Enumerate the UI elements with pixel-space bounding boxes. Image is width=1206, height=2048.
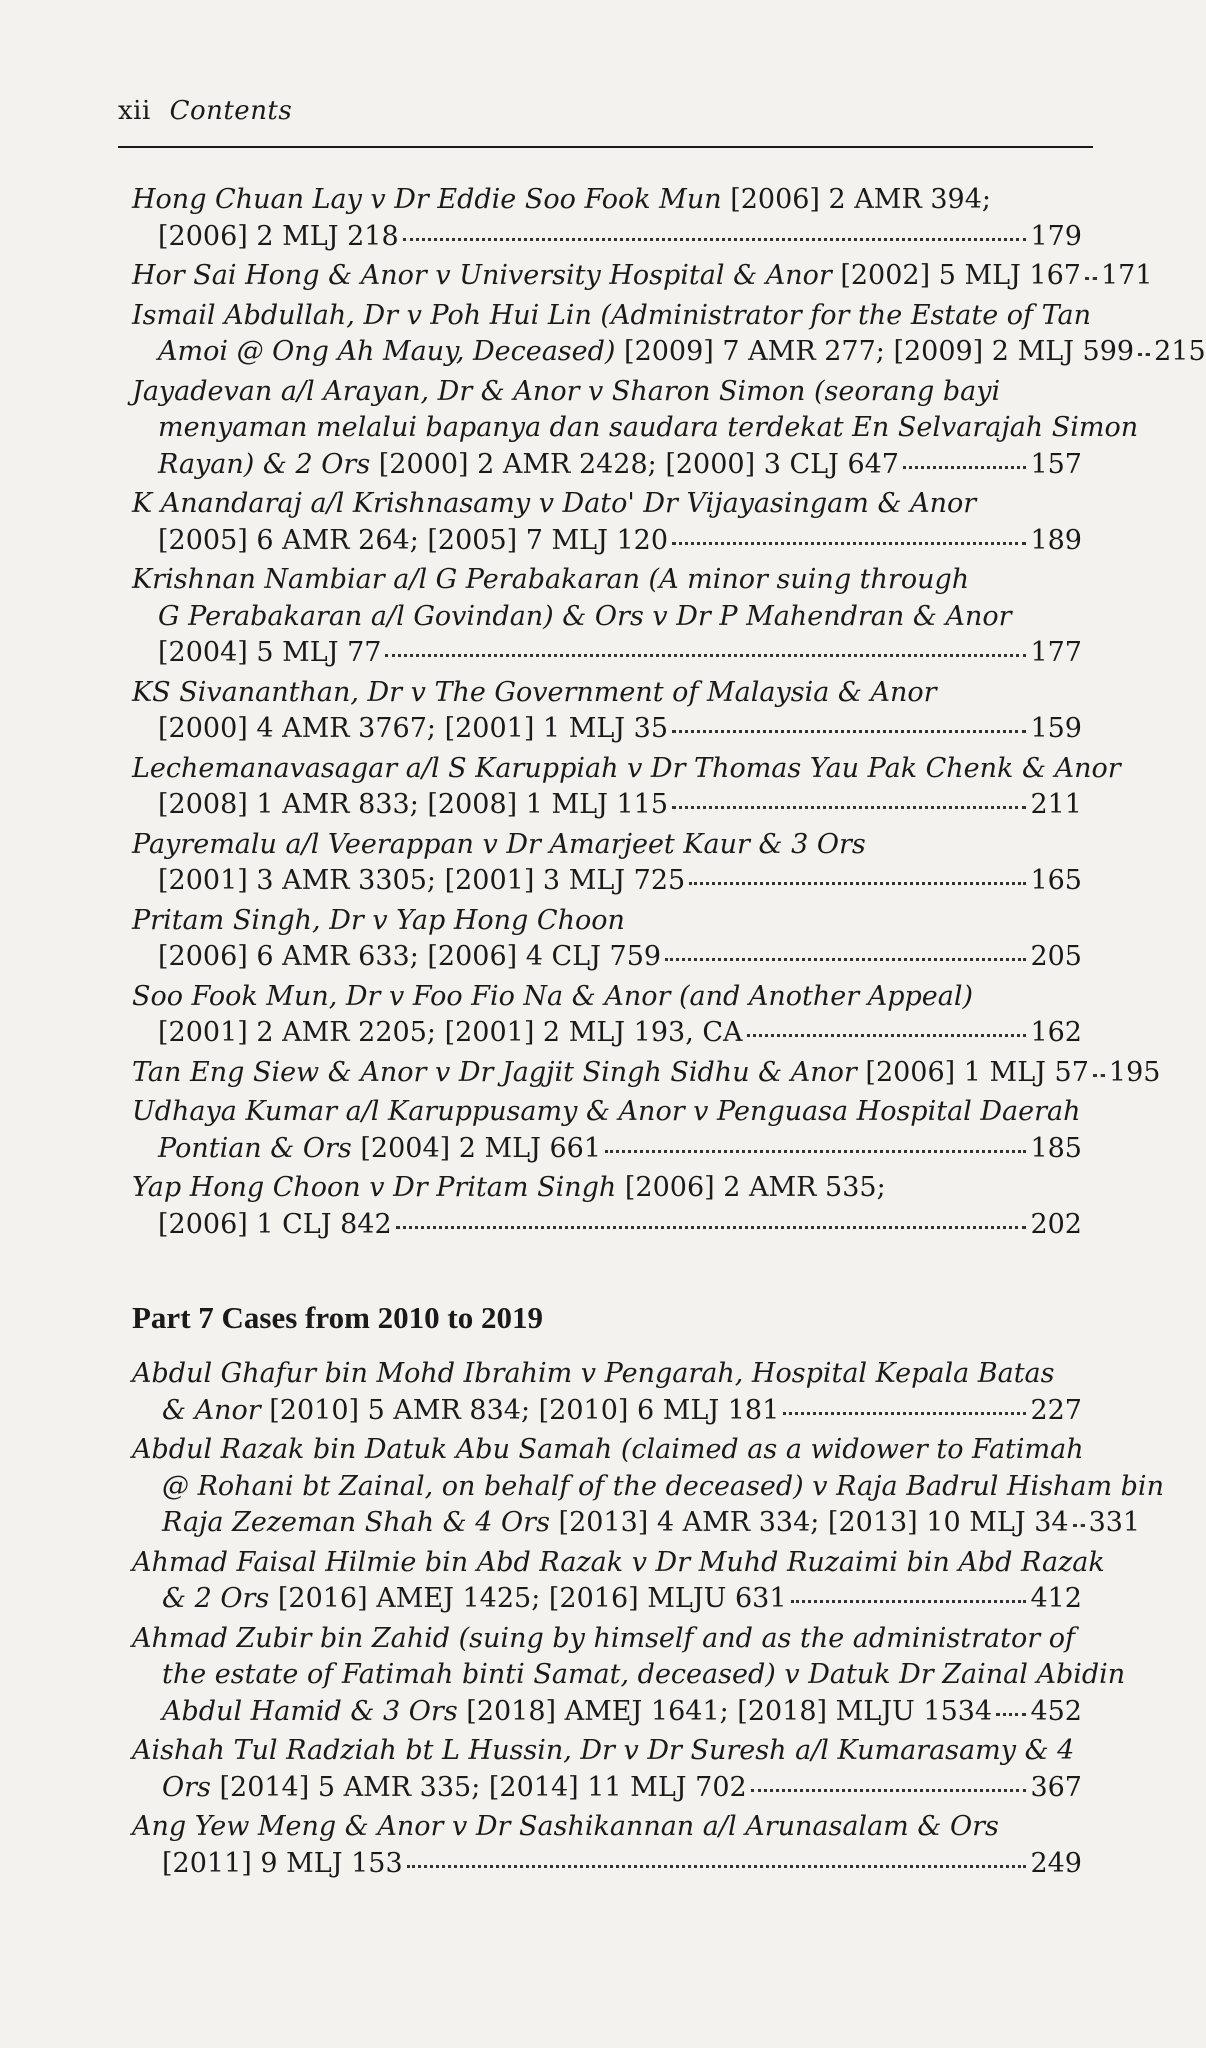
entry-citation-line bbox=[132, 635, 1082, 672]
dot-leader bbox=[1073, 1524, 1085, 1527]
contents-entry bbox=[132, 258, 1153, 295]
entry-text: Raja Zezeman Shah & 4 Ors [2013] 4 AMR 334; [2013] 10 MLJ 34 bbox=[162, 1507, 1069, 1538]
entry-title-line bbox=[132, 1170, 1082, 1207]
entry-title-line bbox=[132, 298, 1091, 335]
entry-text: Yap Hong Choon v Dr Pritam Singh [2006] 2 AMR 535; bbox=[132, 1172, 886, 1203]
entry-text: [2008] 1 AMR 833; [2008] 1 MLJ 115 bbox=[158, 789, 669, 820]
entry-text: Pritam Singh, Dr v Yap Hong Choon bbox=[132, 904, 625, 936]
dot-leader bbox=[751, 1789, 1027, 1792]
entry-text: [2004] 5 MLJ 77 bbox=[158, 637, 382, 668]
entry-citation-line bbox=[132, 1581, 1082, 1618]
entry-text: G Perabakaran a/l Govindan) & Ors v Dr P Mahendran & Anor bbox=[158, 600, 1012, 632]
page-number[interactable]: 195 bbox=[1108, 1056, 1161, 1088]
entry-citation-line bbox=[132, 787, 1082, 824]
dot-leader bbox=[791, 1600, 1027, 1603]
entry-citation-line bbox=[132, 1770, 1082, 1807]
page-number[interactable]: 215 bbox=[1154, 336, 1206, 367]
entry-title-line bbox=[132, 675, 1082, 712]
entry-title-line bbox=[132, 827, 1082, 864]
dot-leader bbox=[396, 1226, 1027, 1229]
page-number[interactable]: 189 bbox=[1030, 524, 1082, 556]
entry-citation-line bbox=[132, 258, 1153, 295]
entry-text: KS Sivananthan, Dr v The Government of Malaysia & Anor bbox=[132, 676, 937, 708]
entry-text: Amoi @ Ong Ah Mauy, Deceased) [2009] 7 AMR 277; [2009] 2 MLJ 599 bbox=[158, 336, 1135, 367]
page-number[interactable]: 185 bbox=[1030, 1132, 1082, 1164]
page-number[interactable]: 367 bbox=[1030, 1771, 1082, 1803]
dot-leader bbox=[672, 806, 1026, 809]
contents-entry bbox=[132, 1432, 1164, 1542]
entry-title-line bbox=[132, 751, 1121, 788]
dot-leader bbox=[1085, 277, 1097, 280]
dot-leader bbox=[672, 730, 1026, 733]
contents-entry bbox=[132, 1545, 1105, 1618]
entry-text: Soo Fook Mun, Dr v Foo Fio Na & Anor (and Another Appeal) bbox=[132, 980, 974, 1012]
dot-leader bbox=[605, 1150, 1026, 1153]
contents-section-continued bbox=[132, 182, 1206, 1246]
dot-leader bbox=[403, 238, 1027, 241]
entry-title-line bbox=[132, 903, 1082, 940]
contents-entry bbox=[132, 182, 1082, 255]
entry-title-line bbox=[132, 979, 1082, 1016]
running-head bbox=[118, 96, 292, 126]
entry-text: @ Rohani bt Zainal, on behalf of the deceased) v Raja Badrul Hisham bin bbox=[162, 1470, 1164, 1502]
entry-text: Ang Yew Meng & Anor v Dr Sashikannan a/l Arunasalam & Ors bbox=[132, 1811, 999, 1842]
entry-title-line bbox=[132, 1545, 1105, 1582]
entry-citation-line bbox=[132, 863, 1082, 900]
entry-text: Ahmad Zubir bin Zahid (suing by himself and as the administrator of bbox=[132, 1622, 1075, 1654]
page-number[interactable]: 205 bbox=[1030, 941, 1082, 972]
entry-text: [2001] 3 AMR 3305; [2001] 3 MLJ 725 bbox=[158, 865, 686, 896]
entry-text: menyaman melalui bapanya dan saudara terdekat En Selvarajah Simon bbox=[158, 412, 1139, 443]
dot-leader bbox=[747, 1034, 1027, 1037]
contents-entry bbox=[132, 374, 1139, 484]
entry-citation-line bbox=[132, 1846, 1082, 1883]
entry-title-line bbox=[132, 1432, 1082, 1469]
entry-title-line bbox=[132, 1356, 1082, 1393]
contents-entry bbox=[132, 1809, 1082, 1882]
page-number[interactable]: 157 bbox=[1030, 448, 1082, 480]
entry-title-line bbox=[132, 599, 1082, 636]
dot-leader bbox=[903, 466, 1026, 469]
entry-citation-line bbox=[132, 1505, 1141, 1542]
entry-citation-line bbox=[132, 711, 1082, 748]
entry-citation-line bbox=[132, 1055, 1161, 1092]
entry-text: Abdul Razak bin Datuk Abu Samah (claimed as a widower to Fatimah bbox=[132, 1434, 1084, 1465]
entry-text: & Anor [2010] 5 AMR 834; [2010] 6 MLJ 181 bbox=[162, 1394, 780, 1426]
entry-citation-line bbox=[132, 523, 1082, 560]
dot-leader bbox=[665, 958, 1026, 961]
entry-title-line bbox=[132, 1657, 1126, 1694]
dot-leader bbox=[1138, 353, 1150, 356]
dot-leader bbox=[996, 1713, 1026, 1716]
page-number[interactable]: 202 bbox=[1030, 1208, 1082, 1240]
entry-citation-line bbox=[132, 1694, 1082, 1731]
entry-title-line bbox=[132, 486, 1082, 523]
page-number[interactable]: 159 bbox=[1030, 713, 1082, 744]
page-number[interactable]: 165 bbox=[1030, 865, 1082, 896]
page-number[interactable]: 249 bbox=[1030, 1847, 1082, 1879]
entry-text: Ors [2014] 5 AMR 335; [2014] 11 MLJ 702 bbox=[162, 1771, 747, 1803]
entry-text: Lechemanavasagar a/l S Karuppiah v Dr Thomas Yau Pak Chenk & Anor bbox=[132, 752, 1121, 784]
entry-text: the estate of Fatimah binti Samat, deceased) v Datuk Dr Zainal Abidin bbox=[162, 1659, 1126, 1690]
entry-text: [2000] 4 AMR 3767; [2001] 1 MLJ 35 bbox=[158, 713, 669, 744]
contents-entry bbox=[132, 1055, 1161, 1092]
entry-citation-line bbox=[132, 1207, 1082, 1244]
contents-entry bbox=[132, 1170, 1082, 1243]
contents-entry bbox=[132, 979, 1082, 1052]
dot-leader bbox=[689, 882, 1026, 885]
dot-leader bbox=[672, 542, 1026, 545]
contents-entry bbox=[132, 486, 1082, 559]
entry-title-line bbox=[132, 182, 1082, 219]
contents-entry bbox=[132, 562, 1082, 672]
entry-text: [2006] 1 CLJ 842 bbox=[158, 1208, 392, 1240]
entry-text: Abdul Ghafur bin Mohd Ibrahim v Pengarah, Hospital Kepala Batas bbox=[132, 1358, 1055, 1389]
entry-citation-line bbox=[132, 334, 1206, 371]
entry-text: Krishnan Nambiar a/l G Perabakaran (A minor suing through bbox=[132, 564, 970, 595]
entry-citation-line bbox=[132, 939, 1082, 976]
entry-citation-line bbox=[132, 447, 1082, 484]
entry-title-line bbox=[132, 1469, 1164, 1506]
contents-entry bbox=[132, 298, 1206, 371]
dot-leader bbox=[407, 1865, 1027, 1868]
page-number[interactable]: 331 bbox=[1088, 1507, 1141, 1538]
entry-text: Hor Sai Hong & Anor v University Hospital & Anor [2002] 5 MLJ 167 bbox=[132, 260, 1081, 291]
entry-title-line bbox=[132, 1809, 1082, 1846]
contents-entry bbox=[132, 675, 1082, 748]
entry-title-line bbox=[132, 562, 1082, 599]
entry-title-line bbox=[132, 410, 1139, 447]
entry-text: Ahmad Faisal Hilmie bin Abd Razak v Dr Muhd Ruzaimi bin Abd Razak bbox=[132, 1546, 1105, 1578]
contents-entry bbox=[132, 1733, 1082, 1806]
entry-text: & 2 Ors [2016] AMEJ 1425; [2016] MLJU 631 bbox=[162, 1583, 787, 1614]
contents-section-part-7 bbox=[132, 1300, 1164, 1885]
entry-text: Abdul Hamid & 3 Ors [2018] AMEJ 1641; [2018] MLJU 1534 bbox=[162, 1695, 993, 1727]
entry-text: Tan Eng Siew & Anor v Dr Jagjit Singh Sidhu & Anor [2006] 1 MLJ 57 bbox=[132, 1056, 1089, 1088]
entry-text: Udhaya Kumar a/l Karuppusamy & Anor v Penguasa Hospital Daerah bbox=[132, 1096, 1081, 1127]
page-number[interactable]: 227 bbox=[1030, 1394, 1082, 1426]
entry-text: Ismail Abdullah, Dr v Poh Hui Lin (Administrator for the Estate of Tan bbox=[132, 299, 1091, 331]
entry-citation-line bbox=[132, 1015, 1082, 1052]
running-title: Contents bbox=[169, 96, 293, 126]
dot-leader bbox=[385, 654, 1026, 657]
contents-entry bbox=[132, 1621, 1126, 1731]
entry-title-line bbox=[132, 1094, 1082, 1131]
entry-text: Hong Chuan Lay v Dr Eddie Soo Fook Mun [2006] 2 AMR 394; bbox=[132, 184, 991, 215]
page-number[interactable]: 162 bbox=[1030, 1017, 1082, 1048]
entry-text: Aishah Tul Radziah bt L Hussin, Dr v Dr Suresh a/l Kumarasamy & 4 bbox=[132, 1735, 1075, 1766]
entry-text: Jayadevan a/l Arayan, Dr & Anor v Sharon Simon (seorang bayi bbox=[132, 375, 1001, 407]
entry-title-line bbox=[132, 374, 1082, 411]
entry-text: Payremalu a/l Veerappan v Dr Amarjeet Kaur & 3 Ors bbox=[132, 828, 866, 860]
page-number[interactable]: 412 bbox=[1030, 1583, 1082, 1614]
folio: xii bbox=[118, 96, 151, 126]
page-number[interactable]: 179 bbox=[1030, 220, 1082, 252]
entry-text: Rayan) & 2 Ors [2000] 2 AMR 2428; [2000] 3 CLJ 647 bbox=[158, 448, 899, 480]
entry-text: [2001] 2 AMR 2205; [2001] 2 MLJ 193, CA bbox=[158, 1017, 743, 1048]
entry-text: Pontian & Ors [2004] 2 MLJ 661 bbox=[158, 1132, 602, 1164]
entry-text: [2011] 9 MLJ 153 bbox=[162, 1847, 403, 1879]
entry-text: [2006] 2 MLJ 218 bbox=[158, 220, 399, 252]
page-number[interactable]: 177 bbox=[1030, 637, 1082, 668]
page-number[interactable]: 171 bbox=[1100, 260, 1153, 291]
page-number[interactable]: 452 bbox=[1030, 1695, 1082, 1727]
contents-entry bbox=[132, 1094, 1082, 1167]
contents-entry bbox=[132, 751, 1121, 824]
dot-leader bbox=[783, 1412, 1026, 1415]
contents-entry bbox=[132, 1356, 1082, 1429]
entry-citation-line bbox=[132, 219, 1082, 256]
contents-entry bbox=[132, 903, 1082, 976]
part-heading: Part 7 Cases from 2010 to 2019 bbox=[132, 1300, 543, 1335]
contents-entry bbox=[132, 827, 1082, 900]
entry-text: [2006] 6 AMR 633; [2006] 4 CLJ 759 bbox=[158, 941, 662, 972]
entry-citation-line bbox=[132, 1393, 1082, 1430]
entry-title-line bbox=[132, 1621, 1082, 1658]
entry-text: K Anandaraj a/l Krishnasamy v Dato' Dr Vijayasingam & Anor bbox=[132, 488, 977, 519]
entry-text: [2005] 6 AMR 264; [2005] 7 MLJ 120 bbox=[158, 524, 669, 556]
entry-citation-line bbox=[132, 1131, 1082, 1168]
page-number[interactable]: 211 bbox=[1030, 789, 1082, 820]
dot-leader bbox=[1093, 1074, 1105, 1077]
header-rule bbox=[118, 146, 1093, 148]
entry-title-line bbox=[132, 1733, 1082, 1770]
